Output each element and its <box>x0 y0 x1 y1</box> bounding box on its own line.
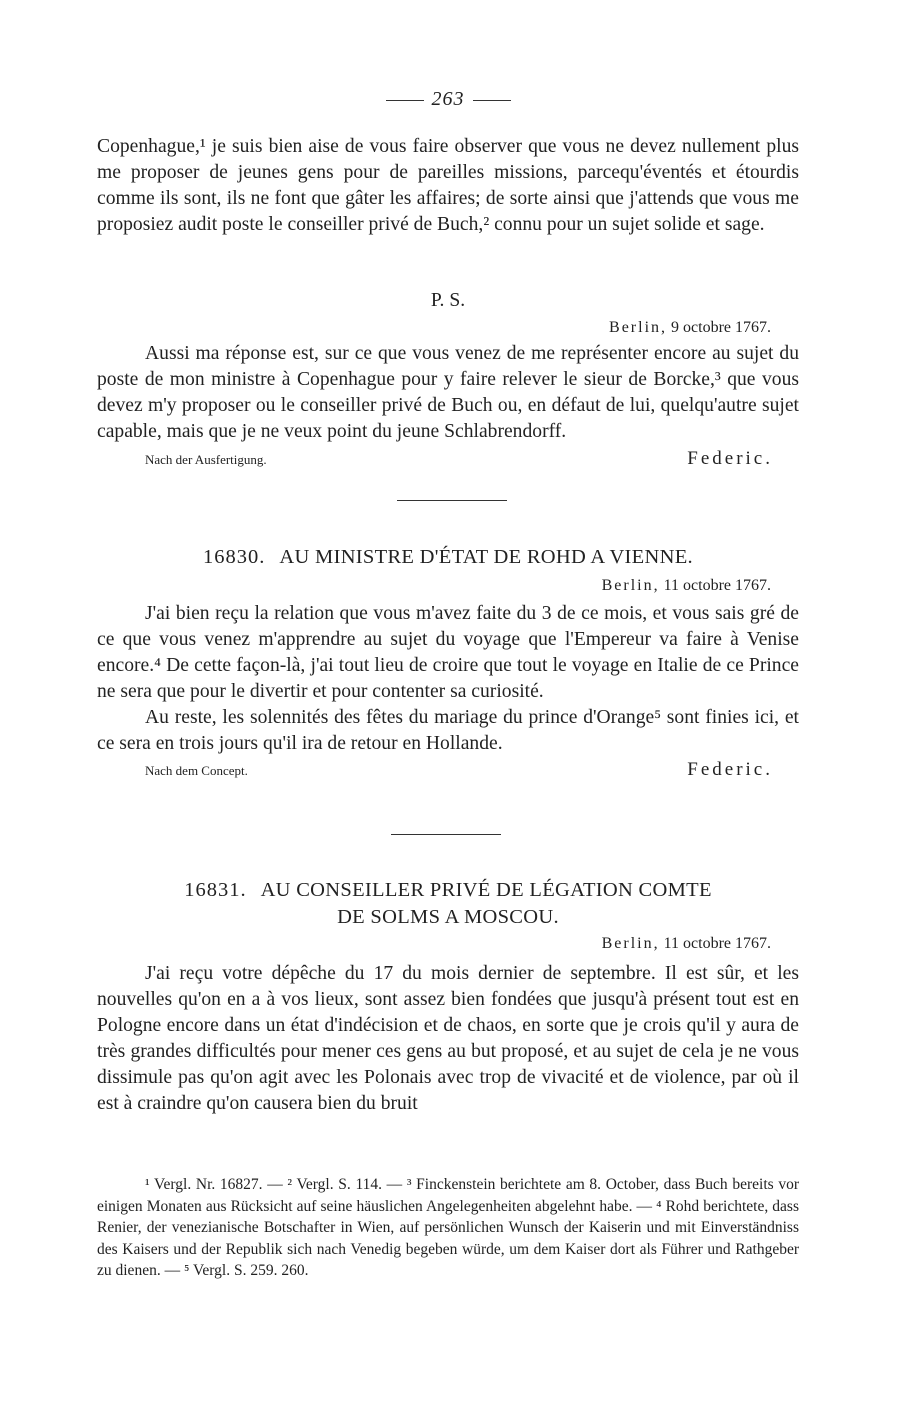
ps-date: 9 octobre 1767. <box>671 319 771 336</box>
letter-16831-heading <box>97 877 799 931</box>
ps-paragraph: Aussi ma réponse est, sur ce que vous venez de me représenter encore au sujet du poste de mon ministre à Copenhague pour y faire relever le sieur de Borcke,³ que vous devez m'y proposer ou le conseiller privé de Buch ou, en défaut de lui, quelqu'autre sujet capable, mais que je ne veux point du jeune Schlabrendorff. <box>97 343 799 442</box>
ps-signature-line <box>97 448 799 470</box>
letter-16830-number: 16830. <box>203 546 266 568</box>
ps-place: Berlin, <box>609 319 668 336</box>
opening-paragraph-block <box>97 134 799 238</box>
letter-16830-title: AU MINISTRE D'ÉTAT DE ROHD A VIENNE. <box>279 546 693 568</box>
page-number-dash-left <box>386 100 424 101</box>
section-divider <box>397 500 507 501</box>
letter-16830-source-note: Nach dem Concept. <box>145 763 248 778</box>
letter-16831-date: 11 octobre 1767. <box>663 935 771 952</box>
letter-16831 <box>97 877 799 1117</box>
letter-16830-place: Berlin, <box>601 577 660 594</box>
letter-16830-date: 11 octobre 1767. <box>663 577 771 594</box>
letter-16830-paragraph-2: Au reste, les solennités des fêtes du mariage du prince d'Orange⁵ sont finies ici, et ce sera en trois jours qu'il ira de retour en Hollande. <box>97 707 799 754</box>
page-number: 263 <box>431 88 465 110</box>
ps-signature: Federic. <box>687 448 773 469</box>
footnotes <box>97 1174 799 1282</box>
letter-16831-number: 16831. <box>184 879 247 901</box>
footnotes-text: ¹ Vergl. Nr. 16827. — ² Vergl. S. 114. — ³ Finckenstein berichtete am 8. October, dass Buch bereits vor einigen Monaten aus Rücksicht auf seine häuslichen Angelegenheiten abgelehnt habe. — ⁴ Rohd berichtete, dass Renier, der venezianische Botschafter in Wien, auf persönlichen Wunsch der Kaiserin und mit Einverständniss des Kaisers und der Republik sich nach Venedig begeben würde, um dem Kaiser dort als Führer und Rathgeber zu dienen. — ⁵ Vergl. S. 259. 260. <box>97 1176 799 1279</box>
page-number-dash-right <box>473 100 511 101</box>
letter-16831-dateline <box>97 933 799 955</box>
letter-16831-paragraph-1: J'ai reçu votre dépêche du 17 du mois dernier de septembre. Il est sûr, et les nouvelles qu'on en a à vos lieux, sont assez bien fondées que jusqu'à présent tout est en Pologne encore dans un état d'indécision et de chaos, en sorte que je crois qu'il y aura de très grandes difficultés pour mener ces gens au but proposé, et au sujet de cela je ne vous dissimule pas qu'on agit avec les Polonais avec trop de vivacité et de violence, par où il est à craindre qu'on causera bien du bruit <box>97 963 799 1114</box>
letter-16831-place: Berlin, <box>601 935 660 952</box>
letter-16831-title-line-1 <box>97 877 799 904</box>
postscript-block <box>97 288 799 470</box>
letter-16831-title-1: AU CONSEILLER PRIVÉ DE LÉGATION COMTE <box>260 879 712 901</box>
letter-16830-heading <box>97 544 799 571</box>
letter-16830-paragraph-1: J'ai bien reçu la relation que vous m'avez faite du 3 de ce mois, et vous sais gré de ce que vous venez m'apprendre au sujet du voyage que l'Empereur va faire à Venise encore.⁴ De cette façon-là, j'ai tout lieu de croire que tout le voyage en Italie de ce Prince ne sera que pour le divertir et pour contenter sa curiosité. <box>97 603 799 702</box>
letter-16830-dateline <box>97 575 799 597</box>
page-number-line <box>97 88 799 111</box>
ps-source-note: Nach der Ausfertigung. <box>145 452 267 467</box>
section-divider <box>391 834 501 835</box>
opening-paragraph: Copenhague,¹ je suis bien aise de vous faire observer que vous ne devez nullement plus me proposer de jeunes gens pour de pareilles missions, parcequ'éventés et étourdis comme ils sont, ils ne font que gâter les affaires; de sorte ainsi que j'attends que vous me proposiez audit poste le conseiller privé de Buch,² connu pour un sujet solide et sage. <box>97 136 799 235</box>
ps-label: P. S. <box>430 290 466 311</box>
letter-16830-signature-line <box>97 759 799 781</box>
ps-dateline <box>97 317 799 339</box>
letter-16830 <box>97 544 799 781</box>
letter-16830-signature: Federic. <box>687 759 773 780</box>
letter-16831-title-2: DE SOLMS A MOSCOU. <box>337 906 559 928</box>
